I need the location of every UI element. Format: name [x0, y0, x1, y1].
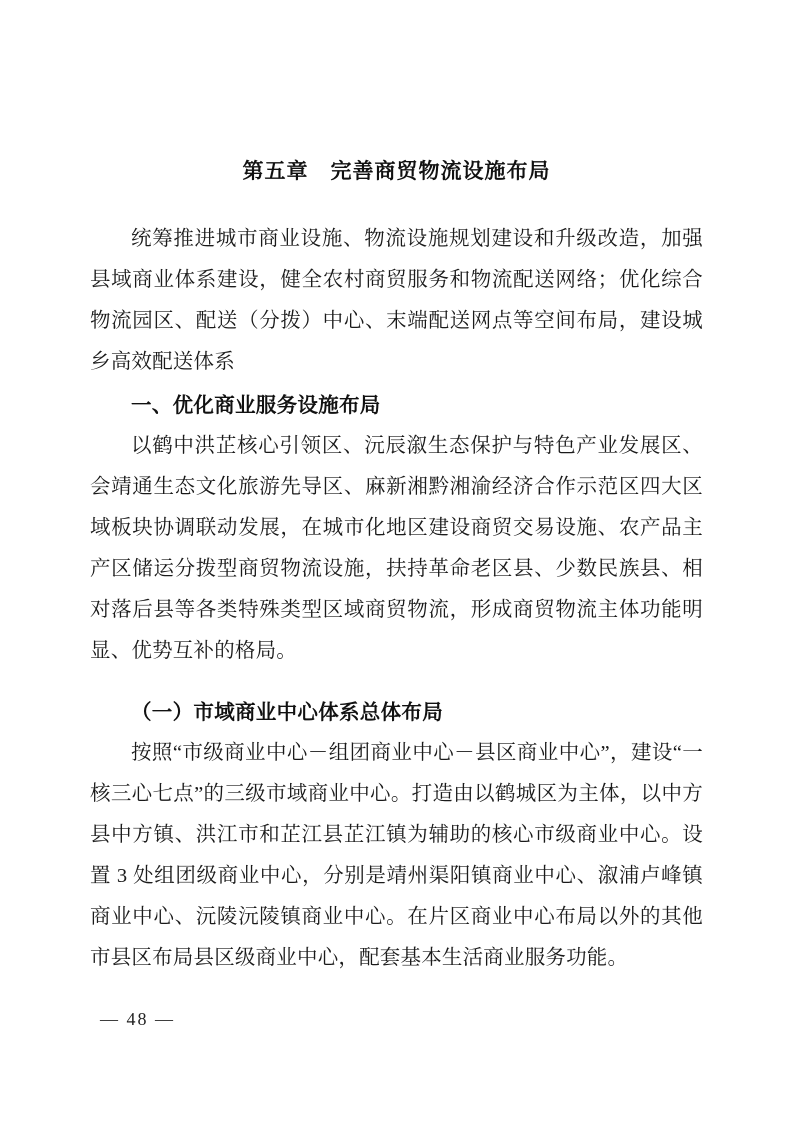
section-heading: 一、优化商业服务设施布局 [131, 394, 381, 417]
paragraph-spacer [90, 674, 703, 682]
intro-paragraph: 统筹推进城市商业设施、物流设施规划建设和升级改造，加强县域商业体系建设，健全农村商贸服务和物流配送网络；优化综合物流园区、配送（分拨）中心、末端配送网点等空间布局，建设城乡高效配送体系 [90, 228, 703, 373]
page-number: — 48 — [100, 1009, 175, 1029]
subsection-heading: （一）市域商业中心体系总体布局 [131, 701, 443, 724]
chapter-title: 第五章 完善商贸物流设施布局 [242, 160, 551, 183]
section-paragraph: 以鹤中洪芷核心引领区、沅辰溆生态保护与特色产业发展区、会靖通生态文化旅游先导区、麻新湘黔湘渝经济合作示范区四大区域板块协调联动发展，在城市化地区建设商贸交易设施、农产品主产区储运分拨型商贸物流设施，扶持革命老区县、少数民族县、相对落后县等各类特殊类型区域商贸物流，形成商贸物流主体功能明显、优势互补的格局。 [90, 435, 703, 662]
subsection-paragraph: 按照“市级商业中心－组团商业中心－县区商业中心”，建设“一核三心七点”的三级市域商业中心。打造由以鹤城区为主体，以中方县中方镇、洪江市和芷江县芷江镇为辅助的核心市级商业中心。设置 3 处组团级商业中心，分别是靖州渠阳镇商业中心、溆浦卢峰镇商业中心、沅陵沅陵镇商业中心。在片区商业中心布局以外的其他市县区布局县区级商业中心，配套基本生活商业服务功能。 [90, 742, 703, 969]
document-body [90, 0, 703, 979]
